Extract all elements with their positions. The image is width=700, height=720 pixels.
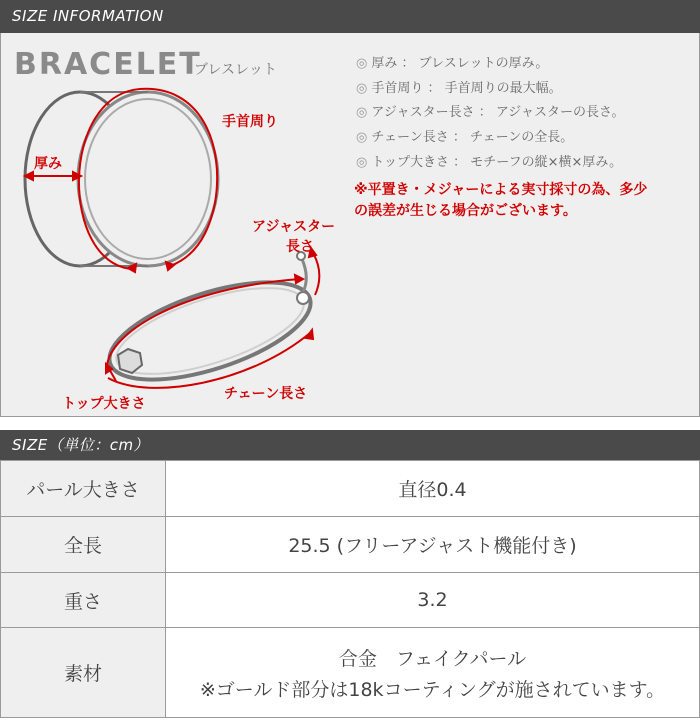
- table-row: [1, 517, 700, 573]
- chain-bracelet-illustration: [98, 252, 321, 400]
- row-value: 直径0.4: [166, 461, 700, 517]
- warning-line-2: の誤差が生じる場合がございます。: [354, 203, 577, 219]
- material-line-1: 合金 フェイクパール: [338, 647, 527, 670]
- table-row: [1, 461, 700, 517]
- material-line-2: ※ゴールド部分は18kコーティングが施されています。: [199, 678, 666, 701]
- warning-line-1: ※平置き・メジャーによる実寸採寸の為、多少: [354, 182, 648, 198]
- row-label: 重さ: [1, 573, 166, 628]
- label-thickness: 厚み: [34, 156, 62, 172]
- note-text: アジャスター長さ ： アジャスターの長さ。: [371, 105, 625, 120]
- note-mark: ◎: [356, 105, 368, 120]
- note-mark: ◎: [356, 130, 368, 145]
- row-value: 3.2: [166, 573, 700, 628]
- size-table: [0, 460, 700, 718]
- size-information-title: SIZE INFORMATION: [12, 7, 164, 25]
- table-row: [1, 628, 700, 718]
- bangle-illustration: [25, 92, 218, 266]
- note-text: 手首周り ： 手首周りの最大幅。: [371, 81, 562, 96]
- note-adjuster: [356, 101, 625, 120]
- size-section-header: [0, 430, 700, 460]
- note-text: 厚み ： ブレスレットの厚み。: [371, 56, 549, 71]
- label-adjuster-2: 長さ: [286, 239, 314, 255]
- note-mark: ◎: [356, 56, 368, 71]
- product-name: BRACELET: [14, 47, 202, 82]
- size-information-header: [0, 0, 700, 33]
- note-thickness: [356, 52, 548, 71]
- note-mark: ◎: [356, 81, 368, 96]
- row-label: パール大きさ: [1, 461, 166, 517]
- note-mark: ◎: [356, 155, 368, 170]
- row-label: 全長: [1, 517, 166, 573]
- note-top-size: [356, 151, 622, 170]
- note-text: トップ大きさ ： モチーフの縦×横×厚み。: [371, 155, 623, 170]
- product-name-kana: ブレスレット: [194, 62, 277, 78]
- table-row: [1, 573, 700, 628]
- label-chain: チェーン長さ: [224, 386, 308, 402]
- note-chain: [356, 126, 573, 145]
- row-value: 25.5 (フリーアジャスト機能付き): [166, 517, 700, 573]
- label-top-size: トップ大きさ: [62, 396, 146, 412]
- size-section-title: SIZE（単位：cm）: [12, 436, 150, 454]
- thickness-arrow: [25, 172, 81, 180]
- label-wrist: 手首周り: [222, 114, 278, 130]
- note-wrist: [356, 77, 562, 96]
- row-label: 素材: [1, 628, 166, 718]
- row-value-material: [166, 628, 700, 718]
- note-text: チェーン長さ ： チェーンの全長。: [371, 130, 574, 145]
- label-adjuster-1: アジャスター: [252, 219, 336, 235]
